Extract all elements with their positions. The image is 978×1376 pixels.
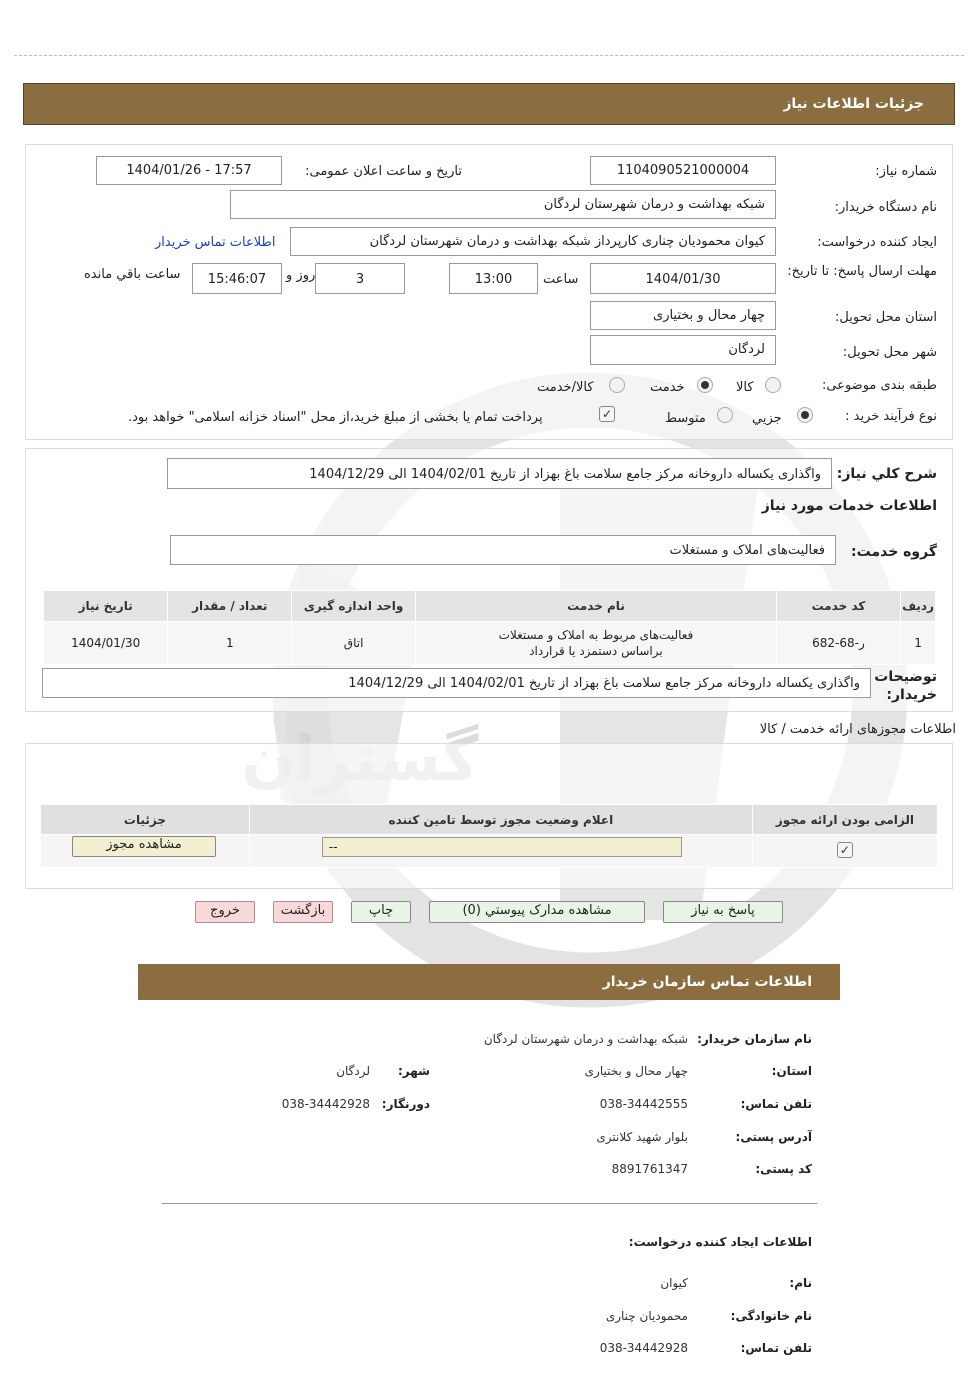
buyer-contact-link[interactable]: اطلاعات تماس خریدار [155, 235, 276, 250]
row-code: ر-68-682 [776, 622, 900, 665]
lic-col-required: الزامی بودن ارائه مجوز [752, 805, 937, 835]
service-group-field: فعالیت‌های املاک و مستغلات [170, 535, 836, 565]
need-number-field: 1104090521000004 [590, 156, 776, 185]
license-status-input[interactable]: -- [322, 837, 682, 857]
contact-divider [162, 1203, 817, 1204]
lic-required-cell [752, 835, 937, 868]
buyer-notes-field: واگذاری یکساله داروخانه مرکز جامع سلامت باغ بهزاد از تاریخ 1404/02/01 الی 1404/12/29 [42, 668, 871, 698]
row-name-line2: براساس دستمزد یا قرارداد [529, 644, 663, 658]
announce-field: 1404/01/26 - 17:57 [96, 156, 282, 185]
days-field: 3 [315, 263, 405, 294]
row-unit: اتاق [292, 622, 416, 665]
remaining-time-field: 15:46:07 [192, 263, 282, 294]
view-license-button[interactable]: مشاهده مجوز [72, 836, 216, 857]
creator-label: ایجاد کننده درخواست: [817, 235, 937, 250]
table-row [41, 835, 938, 868]
contact-phone-label: تلفن تماس: [740, 1097, 812, 1111]
summary-label: شرح کلي نياز: [836, 466, 937, 482]
announce-label: تاریخ و ساعت اعلان عمومی: [305, 164, 462, 179]
contact-fax-value: 038-34442928 [281, 1097, 370, 1111]
category-radio-service[interactable] [697, 377, 713, 393]
contact-city-label: شهر: [398, 1064, 430, 1078]
buyer-org-label: نام دستگاه خریدار: [834, 200, 937, 215]
row-name-line1: فعالیت‌های مربوط به املاک و مستغلات [498, 628, 694, 642]
city-label: شهر محل تحویل: [842, 345, 937, 360]
contact-phone-value: 038-34442555 [599, 1097, 688, 1111]
service-group-label: گروه خدمت: [851, 544, 937, 560]
col-name: نام خدمت [416, 591, 777, 622]
lic-status-cell [249, 835, 752, 868]
details-header [23, 83, 955, 125]
city-field: لردگان [590, 335, 776, 365]
back-button[interactable]: بازگشت [273, 901, 333, 923]
contact-fax-label: دورنگار: [381, 1097, 430, 1111]
top-divider [14, 55, 964, 56]
row-date: 1404/01/30 [44, 622, 168, 665]
license-required-checkbox: ✓ [837, 842, 853, 858]
contact-postal-value: 8891761347 [611, 1162, 688, 1176]
col-index: رديف [901, 591, 936, 622]
category-service-label: خدمت [650, 380, 685, 395]
row-qty: 1 [168, 622, 292, 665]
col-qty: تعداد / مقدار [168, 591, 292, 622]
creator-info-title: اطلاعات ایجاد کننده درخواست: [628, 1235, 812, 1249]
lic-col-status: اعلام وضعیت مجوز توسط تامین کننده [249, 805, 752, 835]
deadline-time-label: ساعت [543, 272, 579, 287]
process-radio-minor[interactable] [797, 407, 813, 423]
process-minor-label: جزيي [752, 411, 782, 426]
deadline-label: مهلت ارسال پاسخ: تا تاریخ: [787, 264, 937, 279]
creator-last-name-value: محمودیان چناری [605, 1309, 688, 1323]
category-goods-label: کالا [736, 380, 754, 395]
print-button[interactable]: چاپ [351, 901, 411, 923]
attachments-button[interactable]: مشاهده مدارک پیوستي (0) [429, 901, 645, 923]
contact-org-value: شبکه بهداشت و درمان شهرستان لردگان [483, 1032, 688, 1046]
col-date: تاریخ نیاز [44, 591, 168, 622]
process-radio-medium[interactable] [717, 407, 733, 423]
process-medium-label: متوسط [665, 411, 706, 426]
services-table [43, 590, 936, 665]
process-label: نوع فرآیند خرید : [845, 409, 937, 424]
payment-checkbox[interactable]: ✓ [599, 406, 615, 422]
contact-org-label: نام سازمان خریدار: [697, 1032, 812, 1046]
category-both-label: کالا/خدمت [537, 380, 594, 395]
need-number-label: شماره نیاز: [875, 164, 937, 179]
province-label: استان محل تحویل: [835, 310, 937, 325]
contact-header-title: اطلاعات تماس سازمان خریدار [602, 974, 812, 990]
contact-header [138, 964, 840, 1000]
details-header-title: جزئیات اطلاعات نیاز [783, 96, 924, 112]
licenses-title: اطلاعات مجوزهای ارائه خدمت / کالا [759, 722, 956, 737]
category-radio-goods[interactable] [765, 377, 781, 393]
contact-province-value: چهار محال و بختیاری [584, 1064, 688, 1078]
lic-details-cell [41, 835, 250, 868]
remaining-label: ساعت باقي مانده [84, 267, 181, 282]
row-name [416, 622, 777, 665]
days-label: روز و [286, 268, 316, 283]
payment-note: پرداخت تمام یا بخشی از مبلغ خرید،از محل "اسناد خزانه اسلامی" خواهد بود. [128, 410, 543, 425]
contact-postal-label: کد پستی: [755, 1162, 812, 1176]
creator-last-name-label: نام خانوادگی: [730, 1309, 812, 1323]
contact-city-value: لردگان [336, 1064, 370, 1078]
row-index: 1 [901, 622, 936, 665]
province-field: چهار محال و بختیاری [590, 301, 776, 330]
creator-phone-value: 038-34442928 [599, 1341, 688, 1355]
deadline-date-field: 1404/01/30 [590, 263, 776, 294]
category-label: طبقه بندی موضوعی: [821, 378, 937, 393]
summary-field: واگذاری یکساله داروخانه مرکز جامع سلامت باغ بهزاد از تاریخ 1404/02/01 الی 1404/12/29 [167, 458, 832, 489]
creator-field: کیوان محمودیان چناری کارپرداز شبکه بهداشت و درمان شهرستان لردگان [290, 227, 776, 256]
creator-first-name-value: کیوان [660, 1276, 688, 1290]
col-unit: واحد اندازه گیری [292, 591, 416, 622]
category-radio-both[interactable] [609, 377, 625, 393]
creator-phone-label: تلفن تماس: [740, 1341, 812, 1355]
licenses-table [40, 804, 938, 868]
buyer-org-field: شبکه بهداشت و درمان شهرستان لردگان [230, 190, 776, 219]
contact-address-label: آدرس پستی: [735, 1130, 812, 1144]
table-row [44, 622, 936, 665]
lic-col-details: جزئیات [41, 805, 250, 835]
contact-address-value: بلوار شهید کلانتری [596, 1130, 688, 1144]
buyer-notes-label: توضیحات خریدار: [874, 669, 937, 703]
col-code: کد خدمت [776, 591, 900, 622]
contact-province-label: استان: [771, 1064, 812, 1078]
reply-button[interactable]: پاسخ به نیاز [663, 901, 783, 923]
services-title: اطلاعات خدمات مورد نياز [761, 498, 937, 514]
creator-first-name-label: نام: [789, 1276, 812, 1290]
deadline-time-field: 13:00 [449, 263, 538, 294]
exit-button[interactable]: خروج [195, 901, 255, 923]
